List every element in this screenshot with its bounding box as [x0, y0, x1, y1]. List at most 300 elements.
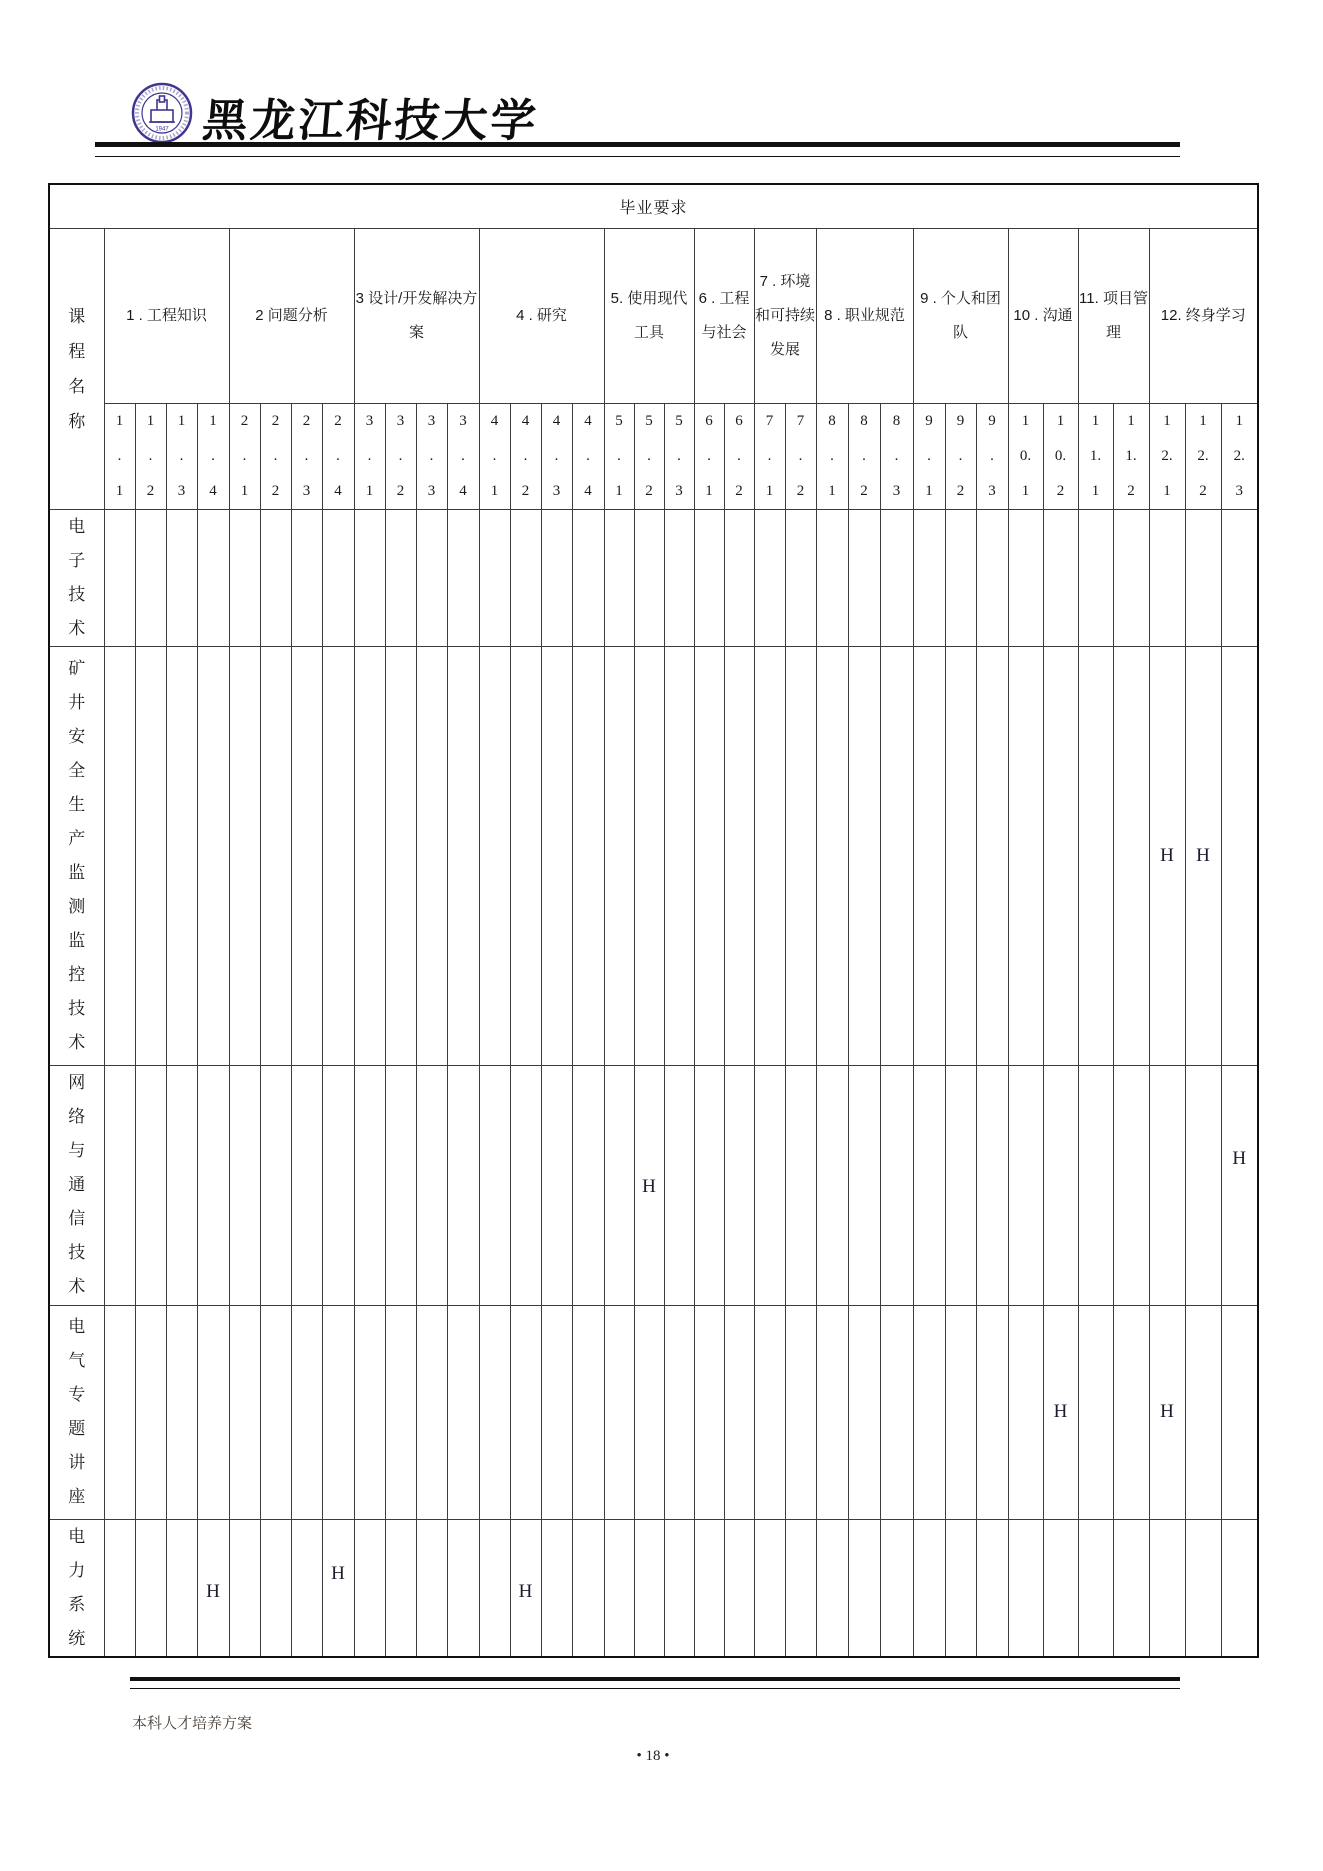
mapping-cell — [229, 646, 260, 1065]
requirement-index-header — [541, 403, 572, 509]
requirement-index-line: 4 — [584, 482, 592, 499]
course-name-char: 题 — [68, 1419, 86, 1438]
requirement-index-line: 1 — [828, 482, 836, 499]
mapping-cell — [1043, 1305, 1078, 1519]
course-name-char: 力 — [68, 1560, 86, 1580]
mapping-cell — [541, 509, 572, 646]
requirement-group-header: 3 设计/开发解决方案 — [354, 228, 479, 403]
requirement-index-line: 2 — [1127, 482, 1135, 499]
mapping-cell — [166, 646, 197, 1065]
requirement-group-header: 8 . 职业规范 — [816, 228, 913, 403]
mapping-cell — [754, 1305, 785, 1519]
requirement-index-line: . — [737, 447, 741, 464]
course-name-column-header — [49, 228, 104, 509]
requirement-index-line: 6 — [735, 412, 743, 429]
requirement-index-line: 2 — [1056, 482, 1065, 499]
requirement-index-line: 2. — [1161, 447, 1173, 464]
mapping-cell — [135, 1305, 166, 1519]
course-name-char: 网 — [68, 1073, 86, 1092]
mapping-cell — [724, 1305, 754, 1519]
mapping-cell — [354, 646, 385, 1065]
requirement-index-line: . — [492, 447, 497, 464]
requirement-index-line: 1 — [765, 482, 774, 499]
requirement-index-line: 1 — [209, 412, 217, 429]
mapping-cell — [479, 1519, 510, 1657]
requirement-index-header — [385, 403, 416, 509]
strength-mark: H — [206, 1580, 220, 1602]
requirement-index-line: . — [647, 447, 651, 464]
requirement-index-line: 9 — [988, 412, 996, 429]
mapping-cell — [1221, 509, 1258, 646]
mapping-cell — [816, 509, 848, 646]
course-name-char: 术 — [68, 1277, 86, 1296]
requirement-index-line: . — [523, 447, 528, 464]
mapping-cell — [1078, 1519, 1113, 1657]
requirement-group-header: 7 . 环境和可持续发展 — [754, 228, 816, 403]
mapping-cell — [913, 1305, 945, 1519]
requirement-index-line: 5 — [645, 412, 653, 429]
mapping-cell — [291, 1519, 322, 1657]
mapping-cell — [634, 646, 664, 1065]
mapping-cell — [572, 1519, 604, 1657]
requirement-index-line: . — [429, 447, 434, 464]
requirement-index-header — [1185, 403, 1221, 509]
course-row — [49, 1519, 1258, 1657]
strength-mark: H — [1053, 1401, 1068, 1422]
requirement-index-header — [976, 403, 1008, 509]
requirement-index-line: . — [148, 447, 153, 464]
mapping-cell — [1185, 1519, 1221, 1657]
requirement-index-line: 2 — [1199, 482, 1207, 499]
requirement-index-line: 3 — [365, 412, 374, 429]
course-name-cell — [49, 1065, 104, 1305]
requirement-index-line: 1 — [1163, 482, 1171, 499]
requirement-index-line: 3 — [552, 482, 561, 499]
course-name-cell — [49, 646, 104, 1065]
mapping-cell — [229, 1065, 260, 1305]
mapping-cell — [260, 646, 291, 1065]
requirement-index-line: 4 — [334, 482, 342, 499]
mapping-cell — [354, 1065, 385, 1305]
mapping-cell — [848, 1519, 880, 1657]
requirement-index-line: 1 — [146, 412, 155, 429]
requirement-index-line: 7 — [765, 412, 774, 429]
mapping-cell — [1149, 1065, 1185, 1305]
requirement-index-line: 1 — [925, 482, 933, 499]
strength-mark: H — [1160, 1401, 1174, 1422]
mapping-cell — [1149, 1305, 1185, 1519]
requirement-index-line: 2 — [956, 482, 965, 499]
requirement-index-header — [848, 403, 880, 509]
course-name-char: 技 — [68, 998, 86, 1018]
requirement-index-header — [229, 403, 260, 509]
course-name-char: 座 — [68, 1487, 86, 1506]
mapping-cell — [385, 646, 416, 1065]
mapping-cell — [664, 1519, 694, 1657]
requirement-index-header — [816, 403, 848, 509]
mapping-cell — [291, 1065, 322, 1305]
mapping-cell — [816, 1305, 848, 1519]
mapping-cell — [166, 1065, 197, 1305]
course-row — [49, 509, 1258, 646]
course-name-char: 术 — [68, 1032, 86, 1052]
requirement-index-line: 2 — [271, 412, 280, 429]
mapping-cell — [354, 1519, 385, 1657]
mapping-cell — [1078, 1065, 1113, 1305]
requirement-index-header — [166, 403, 197, 509]
mapping-cell — [447, 509, 479, 646]
mapping-cell — [322, 1065, 354, 1305]
mapping-cell — [1008, 1065, 1043, 1305]
mapping-cell — [510, 509, 541, 646]
mapping-cell — [945, 646, 976, 1065]
requirement-index-header — [447, 403, 479, 509]
requirement-index-line: 2 — [860, 482, 868, 499]
mapping-cell — [135, 509, 166, 646]
mapping-cell — [880, 509, 913, 646]
requirement-index-line: 2 — [334, 412, 342, 429]
course-header-char: 名 — [68, 376, 86, 396]
mapping-cell — [541, 1065, 572, 1305]
requirement-index-header — [1078, 403, 1113, 509]
logo-year-text: 1947 — [155, 126, 169, 133]
requirement-index-line: . — [554, 447, 559, 464]
strength-mark: H — [1196, 844, 1210, 866]
requirement-index-header — [724, 403, 754, 509]
mapping-cell — [166, 509, 197, 646]
requirement-index-line: . — [367, 447, 372, 464]
requirement-index-line: 5 — [675, 412, 683, 429]
requirement-group-header: 1 . 工程知识 — [104, 228, 229, 403]
requirement-index-line: 2 — [735, 482, 743, 499]
mapping-cell — [322, 1305, 354, 1519]
requirement-index-line: 1 — [1021, 482, 1030, 499]
course-name-char: 电 — [68, 1317, 86, 1336]
requirement-index-header — [1149, 403, 1185, 509]
requirement-index-line: . — [461, 447, 465, 464]
mapping-cell — [197, 646, 229, 1065]
mapping-cell — [416, 1305, 447, 1519]
requirement-index-line: 2 — [796, 482, 805, 499]
mapping-cell — [1149, 1519, 1185, 1657]
requirement-index-line: 4 — [584, 412, 592, 429]
requirement-index-line: . — [830, 447, 834, 464]
mapping-cell — [1113, 1305, 1149, 1519]
requirement-index-line: 4 — [209, 482, 217, 499]
mapping-cell — [510, 1305, 541, 1519]
requirement-index-header — [322, 403, 354, 509]
requirement-index-header — [291, 403, 322, 509]
requirement-index-line: 1 — [1127, 412, 1135, 429]
mapping-cell — [848, 509, 880, 646]
requirement-index-line: 1 — [490, 482, 499, 499]
mapping-cell — [880, 1519, 913, 1657]
university-name: 黑龙江科技大学 — [200, 94, 541, 147]
requirement-group-header: 10 . 沟通 — [1008, 228, 1078, 403]
mapping-cell — [604, 1519, 634, 1657]
mapping-cell — [197, 509, 229, 646]
requirement-index-line: 8 — [828, 412, 836, 429]
requirement-index-line: 3 — [396, 412, 405, 429]
mapping-cell — [945, 1065, 976, 1305]
mapping-cell — [634, 509, 664, 646]
course-name-char: 安 — [68, 726, 86, 746]
mapping-cell — [848, 1305, 880, 1519]
requirement-index-line: 3 — [1235, 482, 1244, 499]
requirement-index-line: 5 — [615, 412, 623, 429]
requirement-index-line: . — [586, 447, 590, 464]
requirement-index-header — [913, 403, 945, 509]
mapping-cell — [322, 1519, 354, 1657]
requirement-index-line: 1 — [1091, 482, 1100, 499]
mapping-cell — [1043, 509, 1078, 646]
requirement-index-line: 3 — [302, 482, 311, 499]
requirement-index-line: 3 — [675, 482, 683, 499]
requirement-group-header: 11. 项目管理 — [1078, 228, 1149, 403]
mapping-cell — [1185, 509, 1221, 646]
mapping-cell — [1113, 1519, 1149, 1657]
requirement-index-line: . — [179, 447, 184, 464]
mapping-cell — [1008, 1305, 1043, 1519]
course-name-char: 系 — [68, 1594, 86, 1614]
mapping-cell — [785, 1065, 816, 1305]
strength-mark: H — [518, 1580, 533, 1602]
requirement-index-header — [604, 403, 634, 509]
mapping-cell — [1149, 646, 1185, 1065]
mapping-cell — [135, 646, 166, 1065]
mapping-cell — [322, 646, 354, 1065]
mapping-cell — [634, 1519, 664, 1657]
requirement-group-header: 5. 使用现代工具 — [604, 228, 694, 403]
requirement-index-line: . — [304, 447, 309, 464]
mapping-cell — [1185, 1065, 1221, 1305]
mapping-cell — [416, 646, 447, 1065]
mapping-cell — [880, 1065, 913, 1305]
mapping-cell — [1008, 509, 1043, 646]
requirement-index-line: . — [398, 447, 403, 464]
course-name-char: 电 — [68, 1526, 86, 1546]
table-title: 毕业要求 — [49, 184, 1258, 228]
requirement-index-line: 1 — [1163, 412, 1171, 429]
mapping-cell — [724, 646, 754, 1065]
requirement-index-line: . — [958, 447, 963, 464]
mapping-cell — [1078, 646, 1113, 1065]
requirement-index-line: 9 — [956, 412, 965, 429]
requirement-index-line: 7 — [796, 412, 805, 429]
requirement-index-line: 1 — [1056, 412, 1065, 429]
course-name-char: 产 — [68, 828, 86, 848]
requirement-index-header — [510, 403, 541, 509]
requirement-index-line: . — [117, 447, 122, 464]
mapping-cell — [572, 509, 604, 646]
mapping-cell — [260, 1065, 291, 1305]
mapping-cell — [416, 1519, 447, 1657]
mapping-cell — [1078, 1305, 1113, 1519]
mapping-cell — [385, 509, 416, 646]
requirement-index-header — [572, 403, 604, 509]
mapping-cell — [664, 1065, 694, 1305]
requirement-index-line: . — [677, 447, 681, 464]
requirement-index-line: 2 — [521, 482, 530, 499]
requirement-index-line: 6 — [705, 412, 713, 429]
page-number: • 18 • — [636, 1748, 670, 1764]
mapping-cell — [385, 1065, 416, 1305]
requirement-index-line: 2 — [396, 482, 405, 499]
mapping-cell — [976, 1065, 1008, 1305]
mapping-cell — [724, 1065, 754, 1305]
requirement-index-header — [354, 403, 385, 509]
mapping-cell — [1221, 1519, 1258, 1657]
mapping-cell — [754, 646, 785, 1065]
course-name-char: 测 — [68, 896, 86, 916]
mapping-cell — [479, 1305, 510, 1519]
mapping-cell — [447, 1305, 479, 1519]
requirement-index-header — [945, 403, 976, 509]
requirement-index-header — [1221, 403, 1258, 509]
mapping-cell — [104, 509, 135, 646]
mapping-cell — [976, 509, 1008, 646]
mapping-cell — [572, 646, 604, 1065]
requirement-index-line: . — [798, 447, 803, 464]
requirement-index-line: 1 — [115, 482, 124, 499]
mapping-cell — [976, 1305, 1008, 1519]
mapping-cell — [976, 646, 1008, 1065]
requirement-index-line: . — [927, 447, 931, 464]
mapping-cell — [135, 1065, 166, 1305]
mapping-cell — [694, 1519, 724, 1657]
requirement-index-line: 1 — [1235, 412, 1244, 429]
requirement-index-line: 3 — [427, 482, 436, 499]
requirement-index-line: 0. — [1019, 447, 1032, 464]
requirement-group-header: 4 . 研究 — [479, 228, 604, 403]
requirement-index-line: 1 — [115, 412, 124, 429]
mapping-cell — [260, 1305, 291, 1519]
mapping-cell — [724, 509, 754, 646]
requirement-index-line: 4 — [552, 412, 561, 429]
requirement-group-header: 2 问题分析 — [229, 228, 354, 403]
course-header-char: 程 — [68, 341, 86, 361]
requirement-index-line: 1 — [1091, 412, 1100, 429]
requirement-index-line: 2 — [146, 482, 155, 499]
mapping-cell — [816, 646, 848, 1065]
mapping-cell — [166, 1305, 197, 1519]
mapping-cell — [754, 1519, 785, 1657]
mapping-cell — [385, 1519, 416, 1657]
mapping-cell — [479, 1065, 510, 1305]
course-name-char: 统 — [68, 1628, 86, 1648]
mapping-cell — [634, 1065, 664, 1305]
requirement-index-header — [416, 403, 447, 509]
mapping-cell — [1185, 646, 1221, 1065]
requirement-index-line: 3 — [177, 482, 186, 499]
requirement-index-header — [664, 403, 694, 509]
course-name-char: 气 — [68, 1351, 86, 1370]
requirement-index-line: 1 — [615, 482, 623, 499]
course-name-char: 监 — [68, 930, 86, 950]
mapping-cell — [104, 1305, 135, 1519]
mapping-cell — [694, 646, 724, 1065]
requirement-index-header — [694, 403, 724, 509]
mapping-cell — [848, 1065, 880, 1305]
mapping-cell — [785, 1519, 816, 1657]
mapping-cell — [229, 1519, 260, 1657]
mapping-cell — [945, 1519, 976, 1657]
requirement-index-line: 3 — [988, 482, 996, 499]
requirement-index-header — [1113, 403, 1149, 509]
course-row — [49, 1065, 1258, 1305]
course-name-char: 井 — [68, 692, 86, 712]
mapping-cell — [816, 1519, 848, 1657]
mapping-cell — [913, 646, 945, 1065]
requirement-index-line: 1 — [1199, 412, 1207, 429]
course-name-char: 专 — [68, 1385, 86, 1404]
mapping-cell — [291, 509, 322, 646]
requirement-index-line: 0. — [1054, 447, 1067, 464]
mapping-cell — [754, 509, 785, 646]
requirement-group-header: 6 . 工程与社会 — [694, 228, 754, 403]
mapping-cell — [291, 1305, 322, 1519]
mapping-cell — [510, 646, 541, 1065]
mapping-cell — [913, 509, 945, 646]
requirement-index-line: . — [242, 447, 247, 464]
course-name-char: 矿 — [68, 658, 86, 678]
mapping-cell — [541, 646, 572, 1065]
mapping-cell — [1078, 509, 1113, 646]
requirement-index-line: 1 — [705, 482, 713, 499]
course-name-char: 通 — [68, 1175, 86, 1194]
mapping-cell — [416, 1065, 447, 1305]
requirement-index-line: . — [617, 447, 621, 464]
course-name-char: 讲 — [68, 1453, 86, 1472]
mapping-cell — [354, 1305, 385, 1519]
mapping-cell — [1043, 1065, 1078, 1305]
requirement-index-line: . — [862, 447, 866, 464]
mapping-cell — [694, 1305, 724, 1519]
requirement-index-line: . — [767, 447, 772, 464]
mapping-cell — [322, 509, 354, 646]
requirement-index-line: 2 — [302, 412, 311, 429]
mapping-cell — [785, 1305, 816, 1519]
mapping-cell — [1221, 646, 1258, 1065]
course-name-char: 信 — [68, 1209, 86, 1228]
mapping-cell — [447, 1065, 479, 1305]
requirement-index-line: 1 — [1021, 412, 1030, 429]
mapping-cell — [385, 1305, 416, 1519]
mapping-cell — [785, 646, 816, 1065]
requirement-index-line: 4 — [490, 412, 499, 429]
mapping-cell — [197, 1305, 229, 1519]
requirement-index-line: 1 — [177, 412, 186, 429]
requirement-index-line: 1. — [1125, 447, 1137, 464]
mapping-cell — [664, 509, 694, 646]
strength-mark: H — [1232, 1148, 1247, 1169]
requirement-index-line: 2 — [645, 482, 653, 499]
requirement-index-header — [1043, 403, 1078, 509]
mapping-cell — [604, 509, 634, 646]
requirement-index-header — [104, 403, 135, 509]
course-name-char: 电 — [68, 516, 86, 536]
requirement-index-line: 2 — [240, 412, 249, 429]
mapping-cell — [1008, 1519, 1043, 1657]
requirement-index-line: 3 — [892, 482, 901, 499]
mapping-cell — [104, 1065, 135, 1305]
mapping-cell — [724, 1519, 754, 1657]
requirement-index-line: 1 — [365, 482, 374, 499]
mapping-cell — [694, 509, 724, 646]
requirement-index-header — [479, 403, 510, 509]
mapping-cell — [785, 509, 816, 646]
requirement-index-line: . — [707, 447, 711, 464]
